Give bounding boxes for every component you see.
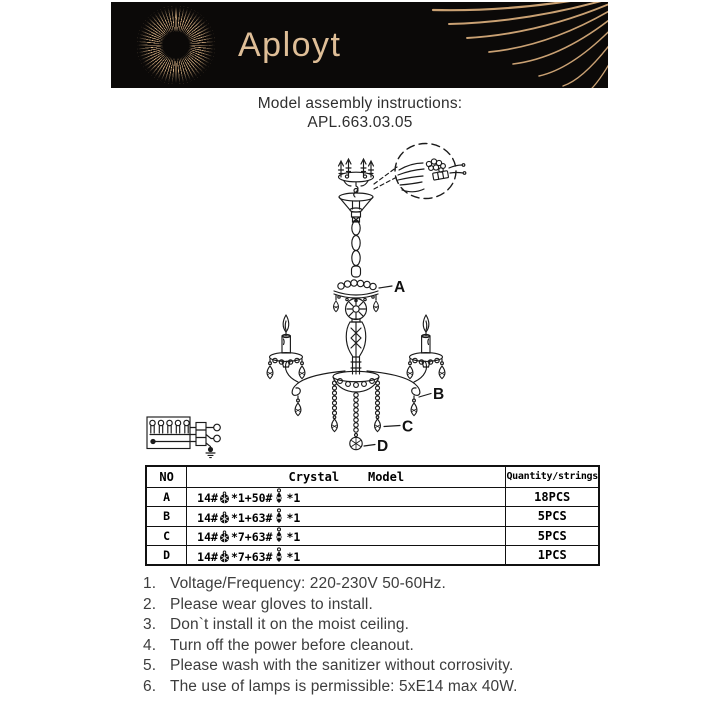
brand-banner	[111, 2, 608, 88]
chandelier-diagram	[130, 133, 480, 467]
crown-ring	[333, 280, 378, 312]
row-quantity: 5PCS	[506, 526, 599, 546]
item-text: Don`t install it on the moist ceiling.	[170, 616, 409, 634]
lamp-symbols	[150, 420, 189, 433]
model-text: *1	[286, 510, 301, 525]
model-text: *1+50#	[230, 491, 273, 506]
crystal-parts-table	[145, 465, 600, 566]
table-header-row	[146, 466, 599, 487]
list-item	[143, 636, 613, 657]
model-text: 14#	[197, 549, 218, 564]
header-no: NO	[146, 466, 187, 487]
brand-name: Aployt	[238, 26, 342, 64]
ground-icon	[206, 453, 215, 458]
model-text: *7+63#	[230, 530, 273, 545]
item-number: 5.	[143, 657, 157, 675]
label-c: C	[402, 418, 414, 436]
item-number: 3.	[143, 616, 157, 634]
table-row	[146, 487, 599, 507]
row-model	[187, 546, 506, 566]
label-d: D	[377, 438, 389, 455]
model-text: *7+63#	[230, 549, 273, 564]
model-text: *1	[286, 491, 301, 506]
header-crystal-model: Crystal Model	[187, 466, 506, 487]
list-item	[143, 677, 613, 698]
list-item	[143, 574, 613, 595]
crystal-drop-icon	[273, 547, 285, 563]
leader-c	[384, 426, 400, 427]
candle-arm	[267, 315, 345, 416]
crystal-ball-icon	[219, 511, 230, 524]
item-number: 1.	[143, 575, 157, 592]
table-row	[146, 507, 599, 527]
item-number: 2.	[143, 595, 157, 613]
model-text: 14#	[197, 510, 218, 525]
wiring-diagram	[147, 417, 220, 458]
model-text: *1+63#	[230, 510, 273, 525]
baluster	[346, 319, 366, 374]
model-text: 14#	[197, 491, 218, 506]
table-row	[146, 546, 599, 566]
crystal-ball-icon	[219, 550, 230, 563]
item-number: 4.	[143, 636, 157, 654]
row-no: D	[146, 546, 187, 566]
item-text: Turn off the power before cleanout.	[170, 636, 414, 654]
crystal-rosette	[346, 299, 367, 320]
row-no: B	[146, 507, 187, 527]
leader-d	[364, 445, 375, 447]
wire-connection-inset	[395, 144, 466, 199]
list-item	[143, 615, 613, 636]
row-model	[187, 507, 506, 527]
twisted-wires	[426, 159, 445, 172]
model-text: 14#	[197, 530, 218, 545]
crystal-strands	[331, 381, 380, 450]
crystal-drop-icon	[273, 488, 285, 504]
canopy	[339, 193, 373, 222]
crystal-drop-icon	[273, 508, 285, 524]
item-text: The use of lamps is permissible: 5xE14 max 40W.	[170, 677, 518, 695]
label-b: B	[433, 386, 445, 403]
header-quantity: Quantity/strings	[506, 466, 599, 487]
model-text: *1	[286, 549, 301, 564]
table-row	[146, 526, 599, 546]
row-quantity: 1PCS	[506, 546, 599, 566]
item-text: Please wear gloves to install.	[170, 595, 373, 613]
item-text: Please wash with the sanitizer without corrosivity.	[170, 657, 514, 675]
label-a: A	[394, 279, 406, 296]
row-no: C	[146, 526, 187, 546]
ceiling-screws	[339, 159, 374, 177]
crystal-drop-icon	[273, 527, 285, 543]
row-model	[187, 487, 506, 507]
crystal-ball-icon	[219, 530, 230, 543]
row-no: A	[146, 487, 187, 507]
model-text: *1	[286, 530, 301, 545]
leader-a	[379, 286, 392, 288]
instructions-list	[143, 574, 613, 698]
list-item	[143, 656, 613, 677]
model-number: APL.663.03.05	[307, 114, 413, 131]
title-block	[0, 94, 720, 132]
row-quantity: 18PCS	[506, 487, 599, 507]
chain	[352, 221, 361, 277]
crystal-ball-icon	[219, 491, 230, 504]
leader-b	[419, 394, 431, 398]
list-item	[143, 595, 613, 616]
row-quantity: 5PCS	[506, 507, 599, 527]
item-text: Voltage/Frequency: 220-230V 50-60Hz.	[170, 575, 446, 592]
item-number: 6.	[143, 677, 157, 695]
starburst-logo-icon	[137, 6, 215, 84]
row-model	[187, 526, 506, 546]
page-title: Model assembly instructions:	[257, 95, 463, 112]
